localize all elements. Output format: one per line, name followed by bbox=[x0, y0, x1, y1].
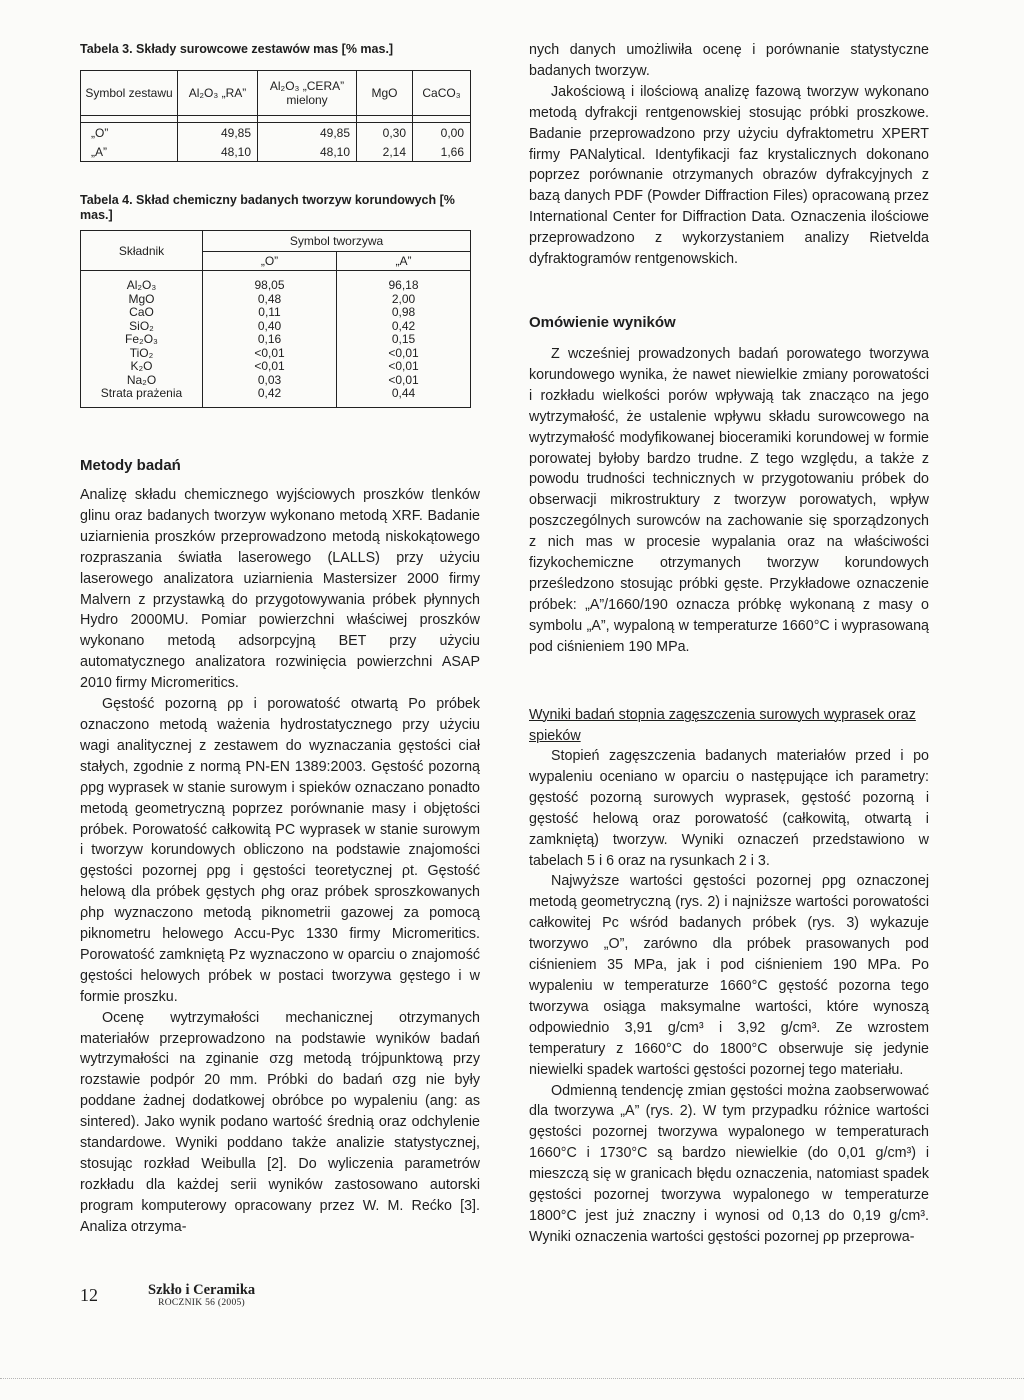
table3-cell: 2,14 bbox=[357, 142, 413, 162]
list-item: 0,98 bbox=[391, 305, 416, 319]
list-item: <0,01 bbox=[388, 345, 419, 360]
paragraph: Stopień zagęszczenia badanych materiałów przed i po wypaleniu oceniano w oparciu o następujące ich parametry: gęstość pozorną surowych wyprasek, gęstość pozorną i gęstość helową oraz porowatość (całkowitą, otwartą i zamkniętą) tworzyw. Wyniki oznaczeń przedstawiono w tabelach 5 i 6 oraz na rysunkach 2 i 3. bbox=[529, 748, 929, 869]
table4-caption: Tabela 4. Skład chemiczny badanych tworzyw korundowych [% mas.] bbox=[80, 193, 455, 222]
table3-header-cell: Al₂O₃ „RA” bbox=[178, 71, 258, 116]
journal-name: Szkło i Ceramika bbox=[148, 1282, 256, 1298]
section-title-methods: Metody badań bbox=[80, 457, 181, 474]
table3-header-row bbox=[81, 71, 471, 116]
table4-values-a bbox=[337, 271, 471, 408]
list-item: Fe₂O₃ bbox=[125, 332, 158, 346]
list-item: 0,42 bbox=[391, 318, 416, 333]
table4-components bbox=[81, 271, 203, 408]
table3-cell: 48,10 bbox=[178, 142, 258, 162]
list-item: 0,03 bbox=[257, 372, 282, 387]
list-item: <0,01 bbox=[388, 359, 419, 373]
table3-cell: 49,85 bbox=[258, 123, 357, 143]
list-item: SiO₂ bbox=[129, 318, 154, 333]
list-item: 0,48 bbox=[257, 291, 282, 306]
left-body-text bbox=[80, 485, 480, 1238]
paragraph: Odmienną tendencję zmian gęstości można zaobserwować dla tworzywa „A” (rys. 2). W tym przypadku różnice wartości gęstości pozornej tworzywa wypalonego w temperaturach 1660°C i 1730°C są bardzo niewielkie (do 0,01 g/cm³) i mieszczą się w granicach błędu oznaczenia, natomiast spadek gęstości pozornej tworzywa wypalonego w temperaturze 1800°C jest już znaczny i wynosi od 0,13 do 0,19 g/cm³. Wyniki oznaczenia wartości gęstości pozornej ρp przeprowa- bbox=[529, 1082, 929, 1245]
table3-header-cell: Symbol zestawu bbox=[81, 71, 178, 116]
list-item: 2,00 bbox=[391, 291, 416, 306]
table3-cell: 0,30 bbox=[357, 123, 413, 143]
table3-cell: 49,85 bbox=[178, 123, 258, 143]
table3-header-cell: MgO bbox=[357, 71, 413, 116]
right-body-text bbox=[529, 746, 929, 1248]
paragraph: Z wcześniej prowadzonych badań porowatego tworzywa korundowego wynika, że nawet niewielkie zmiany porowatości i rozkładu wielkości porów wpływają tak znacząco na jego wytrzymałość, że ustalenie wpływu składu surowcowego na wytrzymałość modyfikowanej bioceramiki korundowej w formie porowatej byłoby bardzo trudne. Z tego względu, a także z powodu trudności technicznych w przygotowaniu próbek do obserwacji mikrostruktury z tworzyw porowatych, wpływ poszczególnych surowców na zachowanie się sporządzonych z nich mas w procesie wypalania oraz na właściwości fizykochemiczne otrzymanych tworzyw korundowych prześledzono stosując próbki gęste. Przykładowe oznaczenie próbek: „A”/1660/190 oznacza próbkę wykonaną z masy o symbolu „A”, wypaloną w temperaturze 1660°C i wyprasowaną pod ciśnieniem 190 MPa. bbox=[529, 346, 929, 655]
list-item: 0,11 bbox=[258, 305, 281, 319]
list-item: Strata prażenia bbox=[100, 386, 183, 400]
table4-col-a-header: „A” bbox=[337, 252, 471, 271]
table4-col-o-header: „O” bbox=[203, 252, 337, 271]
table-row bbox=[81, 271, 471, 408]
table3-cell: 1,66 bbox=[413, 142, 471, 162]
list-item: <0,01 bbox=[388, 372, 419, 387]
table4-values-o bbox=[203, 271, 337, 408]
paragraph: nych danych umożliwiła ocenę i porównanie statystyczne badanych tworzyw. bbox=[529, 42, 929, 79]
list-item: 96,18 bbox=[388, 278, 419, 292]
list-item: <0,01 bbox=[254, 345, 285, 360]
table4 bbox=[80, 230, 471, 408]
table4-group-header: Symbol tworzywa bbox=[203, 231, 471, 252]
table-row bbox=[81, 142, 471, 162]
table4-component-header: Składnik bbox=[81, 231, 203, 271]
paragraph: Najwyższe wartości gęstości pozornej ρpg oznaczonej metodą geometryczną (rys. 2) i najniższe wartości porowatości całkowitej Pc wśród badanych próbek (rys. 3) wykazuje tworzywo „O”, zarówno dla próbek prasowanych pod ciśnieniem 35 MPa, jak i pod ciśnieniem 190 MPa. Po wypaleniu w temperaturze 1660°C gęstość pozorna tego tworzywa osiąga maksymalne wartości, które wynoszą odpowiednio 3,91 g/cm³ i 3,92 g/cm³. Ze wzrostem temperatury z 1660°C do 1800°C obserwuje się jedynie niewielki spadek wartości gęstości pozornej tego materiału. bbox=[529, 873, 929, 1078]
table3 bbox=[80, 70, 471, 162]
table3-cell: „A” bbox=[81, 142, 178, 162]
list-item: 0,42 bbox=[257, 386, 282, 400]
right-results-text bbox=[529, 344, 929, 658]
list-item: 0,15 bbox=[391, 332, 416, 346]
page-edge-divider bbox=[0, 1378, 1024, 1379]
list-item: Al₂O₃ bbox=[126, 278, 157, 292]
table3-caption: Tabela 3. Składy surowcowe zestawów mas [% mas.] bbox=[80, 42, 394, 56]
list-item: 0,40 bbox=[257, 318, 282, 333]
table3-cell: 0,00 bbox=[413, 123, 471, 143]
subsection-title: Wyniki badań stopnia zagęszczenia surowych wyprasek oraz spieków bbox=[529, 707, 916, 744]
table3-cell: „O” bbox=[81, 123, 178, 143]
list-item: CaO bbox=[129, 305, 154, 319]
right-top-text bbox=[529, 40, 929, 270]
list-item: 0,16 bbox=[257, 332, 282, 346]
paragraph: Gęstość pozorną ρp i porowatość otwartą Po próbek oznaczono metodą ważenia hydrostatycznego przy użyciu wagi analitycznej z zestawem do wyznaczania gęstości ciał stałych, zgodnie z normą PN-EN 1389:2003. Gęstość pozorną ρpg wyprasek w stanie surowym i spieków oznaczano ponadto metodą geometryczną poprzez porównanie masy i objętości próbek. Porowatość całkowitą PC wyprasek w stanie surowym i tworzyw korundowych obliczono na podstawie znajomości gęstości pozornej ρpg i gęstości teoretycznej ρt. Gęstość helową dla próbek gęstych ρhg oraz próbek sproszkowanych ρhp wyznaczono metodą piknometrii gazowej za pomocą piknometru helowego Accu-Pyc 1330 firmy Micromeritics. Porowatość zamkniętą Pz wyznaczono w oparciu o znajomość gęstości helowych próbek w postaci tworzywa gęstego i w formie proszku. bbox=[80, 696, 480, 1005]
list-item: <0,01 bbox=[254, 359, 285, 373]
list-item: 98,05 bbox=[254, 278, 285, 292]
table-row bbox=[81, 123, 471, 143]
section-title-results: Omówienie wyników bbox=[529, 314, 676, 331]
table3-cell: 48,10 bbox=[258, 142, 357, 162]
table3-header-cell: Al₂O₃ „CERA” mielony bbox=[258, 71, 357, 116]
table3-header-cell: CaCO₃ bbox=[413, 71, 471, 116]
page-number: 12 bbox=[80, 1285, 98, 1305]
list-item: 0,44 bbox=[391, 386, 416, 400]
journal-year: ROCZNIK 56 (2005) bbox=[158, 1298, 246, 1308]
list-item: MgO bbox=[128, 291, 155, 306]
paragraph: Jakościową i ilościową analizę fazową tworzyw wykonano metodą dyfrakcji rentgenowskiej stosując próbki proszkowe. Badanie przeprowadzono przy użyciu dyfraktometru XPERT firmy PANalytical. Identyfikacji faz krystalicznych dokonano poprzez porównanie otrzymanych obrazów dyfrakcyjnych z bazą danych PDF (Powder Diffraction Files) opracowaną przez International Center for Diffraction Data. Oznaczenia ilościowe przeprowadzono z wykorzystaniem analizy Rietvelda dyfraktogramów rentgenowskich. bbox=[529, 83, 929, 268]
paragraph: Analizę składu chemicznego wyjściowych proszków tlenków glinu oraz badanych tworzyw wykonano metodą XRF. Badanie uziarnienia proszków przeprowadzono metodą niskokątowego rozpraszania światła laserowego (LALLS) przy użyciu laserowego analizatora uziarnienia Mastersizer 2000 firmy Malvern z przystawką do przygotowywania próbek płynnych Hydro 2000MU. Pomiar powierzchni właściwej proszków wykonano metodą adsorpcyjną BET przy użyciu automatycznego analizatora rozwinięcia powierzchni ASAP 2010 firmy Micromeritics. bbox=[80, 487, 480, 692]
list-item: Na₂O bbox=[126, 372, 157, 387]
list-item: K₂O bbox=[130, 359, 153, 373]
paragraph: Ocenę wytrzymałości mechanicznej otrzymanych materiałów przeprowadzono na podstawie wyników badań wytrzymałości na zginanie σzg metodą trójpunktową przy rozstawie podpór 20 mm. Próbki do badań σzg nie były poddane żadnej dodatkowej obróbce po wypaleniu (ang: as sintered). Jako wynik podano wartość średnią oraz odchylenie standardowe. Wyniki poddano także analizie statystycznej, stosując rozkład Weibulla [2]. Do wyliczenia parametrów rozkładu dla każdej serii wyników zastosowano autorski program komputerowy opracowany przez W. M. Rećko [3]. Analiza otrzyma- bbox=[80, 1009, 480, 1235]
list-item: TiO₂ bbox=[129, 345, 154, 360]
journal-footer bbox=[148, 1284, 255, 1310]
